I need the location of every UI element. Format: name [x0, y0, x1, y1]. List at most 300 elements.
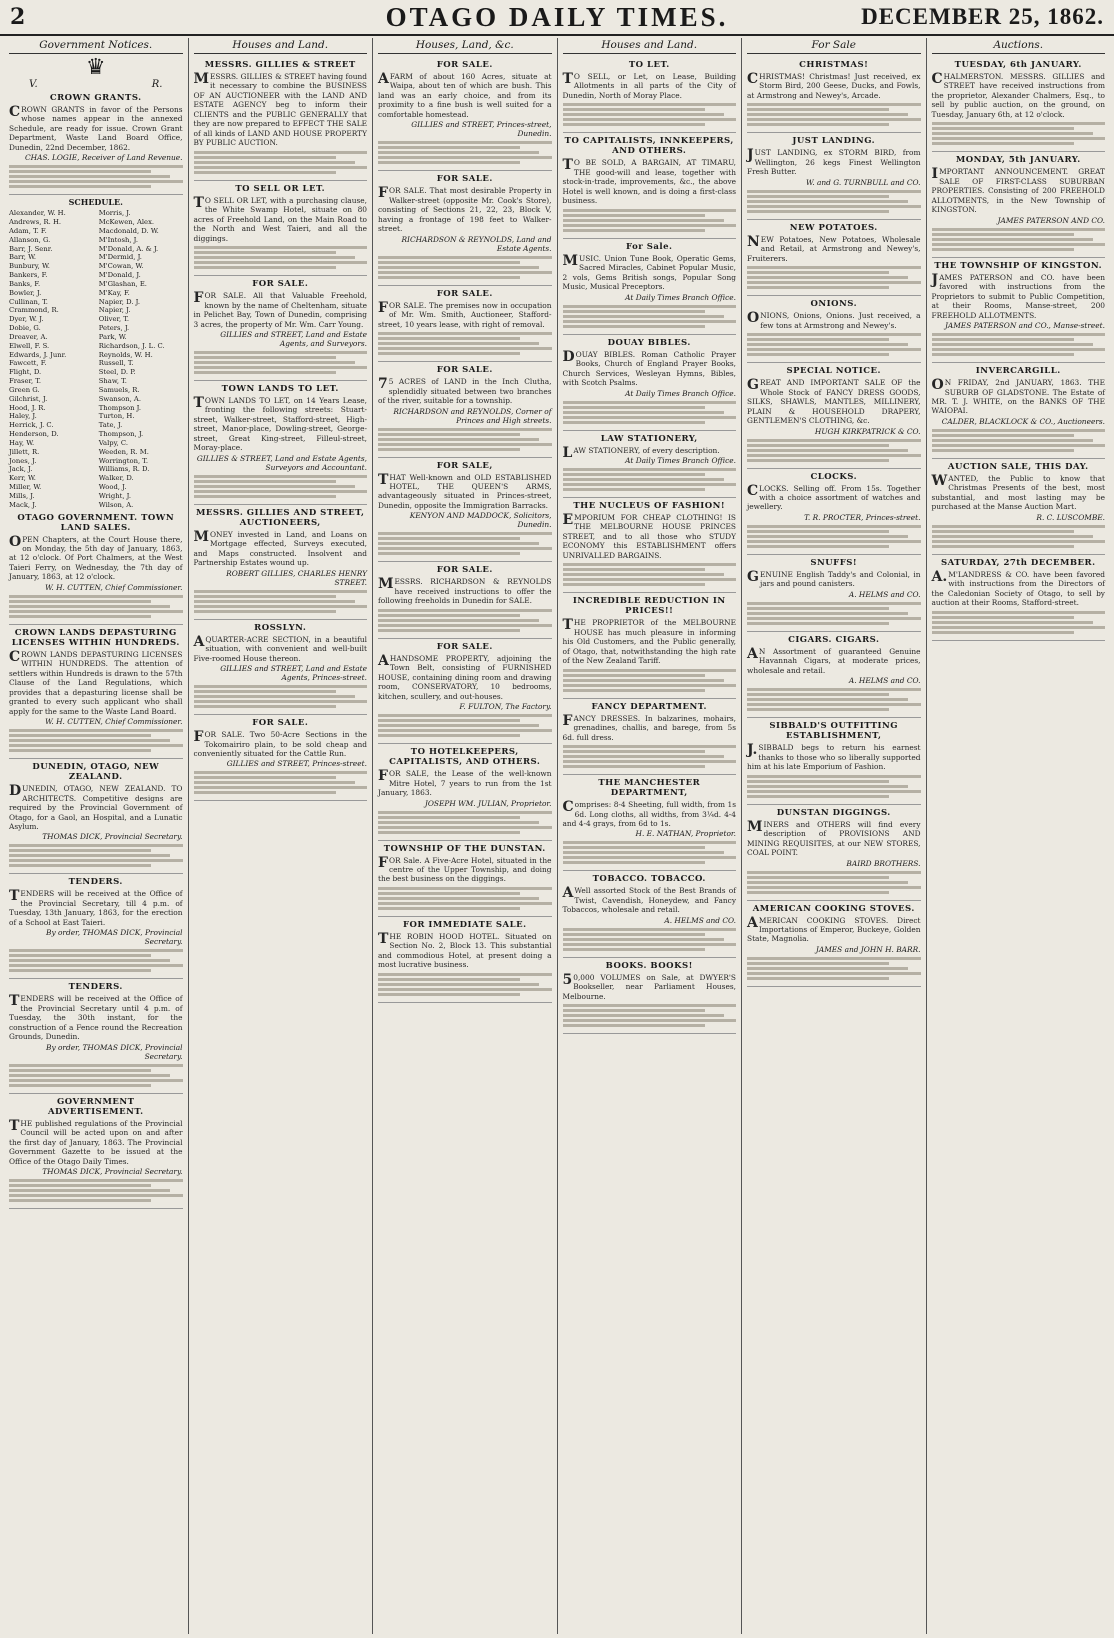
text-line [378, 892, 520, 895]
notice [563, 335, 737, 431]
text-line [563, 1014, 724, 1017]
text-line [747, 348, 921, 351]
notice-title: DUNEDIN, OTAGO, NEW ZEALAND. [32, 762, 160, 783]
text-line [9, 1079, 183, 1082]
notice-body: AHANDSOME PROPERTY, adjoining the Town Belt, consisting of FURNISHED HOUSE, containing dining room and drawing room, CONSERVATORY, 10 bedrooms, kitchen, scullery, and out-houses. [378, 652, 552, 701]
schedule-entry: Steel, D. P. [98, 368, 136, 377]
text-line [9, 844, 183, 847]
text-line [9, 1084, 151, 1087]
notice [932, 152, 1106, 257]
column-header: Houses and Land. [194, 38, 368, 54]
text-line [194, 786, 368, 789]
text-line [747, 607, 889, 610]
notice [747, 133, 921, 219]
text-line [378, 978, 520, 981]
notice-body: DOUAY BIBLES. Roman Catholic Prayer Books, Church of England Prayer Books, Church Services, Wesleyan Hymns, Bibles, with Scotch Psalms. [562, 348, 736, 388]
text-lines [747, 957, 921, 980]
text-line [378, 342, 539, 345]
text-line [747, 525, 921, 528]
schedule-entry: M'Donald, J. [98, 271, 141, 280]
text-lines [563, 928, 737, 951]
schedule-list [9, 209, 183, 509]
notice [932, 363, 1106, 459]
text-line [747, 972, 921, 975]
text-line [378, 887, 552, 890]
columns [4, 38, 1110, 1634]
masthead [0, 0, 1114, 36]
notice [9, 979, 183, 1093]
text-line [563, 684, 737, 687]
royal-crest-icon: ♛ [85, 55, 106, 80]
text-line [932, 535, 1093, 538]
text-line [378, 614, 520, 617]
text-line [378, 988, 552, 991]
text-line [747, 977, 889, 980]
column-5 [742, 38, 927, 1634]
text-line [9, 170, 151, 173]
text-line [747, 962, 889, 965]
text-line [563, 689, 705, 692]
text-line [932, 621, 1093, 624]
text-line [563, 928, 737, 931]
text-line [563, 118, 737, 121]
text-lines [932, 333, 1106, 356]
text-line [194, 366, 368, 369]
text-line [563, 760, 737, 763]
text-lines [747, 871, 921, 894]
text-line [563, 846, 705, 849]
text-line [747, 333, 921, 336]
text-line [747, 200, 908, 203]
text-line [563, 113, 724, 116]
schedule-entry: Turton, H. [98, 412, 135, 421]
notice-signature: THOMAS DICK, Provincial Secretary. [42, 1167, 183, 1177]
text-line [563, 421, 705, 424]
text-line [194, 791, 336, 794]
text-line [932, 353, 1074, 356]
text-line [378, 831, 520, 834]
text-line [563, 224, 737, 227]
notice-body: CROWN LANDS DEPASTURING LICENSES WITHIN HUNDREDS. The attention of settlers within Hundreds is drawn to the 57th Clause of the Land Regulations, which provides that a depasturing license shall be granted to every such applicant who shall apply for the same to the Waste Land Board. [9, 648, 183, 716]
notice-title: AUCTION SALE, THIS DAY. [947, 461, 1089, 472]
notice-title: NEW POTATOES. [789, 222, 878, 233]
text-line [9, 749, 151, 752]
notice-title: TO CAPITALISTS, INNKEEPERS, AND OTHERS. [564, 136, 734, 157]
notice [747, 363, 921, 468]
notice-body: GREAT AND IMPORTANT SALE OF the Whole Stock of FANCY DRESS GOODS, SILKS, SHAWLS, MANTLES, MILLINERY, PLAIN & HOUSEHOLD DRAPERY, GENTLEMEN'S CLOTHING, &c. [747, 377, 921, 426]
schedule-entry: Wood, J. [98, 483, 127, 492]
text-line [563, 861, 705, 864]
text-line [378, 993, 520, 996]
text-line [932, 429, 1106, 432]
text-line [194, 246, 368, 249]
text-line [747, 271, 889, 274]
text-line [9, 1179, 183, 1182]
text-line [378, 261, 520, 264]
text-line [9, 1199, 151, 1202]
schedule-entry: Jillett, R. [9, 447, 40, 456]
text-lines [747, 333, 921, 356]
notice-signature: W. H. CUTTEN, Chief Commissioner. [45, 582, 183, 592]
notice-title: SNUFFS! [810, 557, 858, 568]
text-line [563, 315, 724, 318]
text-line [747, 454, 921, 457]
notice-body: TOWN LANDS TO LET, on 14 Years Lease, fronting the following streets: Stuart-street, Walker-street, Stafford-street, High-street, Manor-place, Dowling-street, George-street, Great King-street, Filleul-street, Moray-place. [193, 394, 367, 453]
text-lines [932, 228, 1106, 251]
schedule-entry: Thompson, J. [98, 430, 144, 439]
schedule-entry: Barr, W. [9, 253, 37, 262]
notice-signature: T. R. PROCTER, Princes-street. [804, 512, 921, 522]
text-line [563, 674, 705, 677]
text-lines [932, 611, 1106, 634]
text-line [9, 1074, 170, 1077]
schedule-entry: Tate, J. [98, 421, 123, 430]
text-line [378, 433, 520, 436]
text-line [563, 1004, 737, 1007]
notice-signature: At Daily Times Branch Office. [625, 388, 736, 398]
schedule-entry: Walker, D. [98, 474, 134, 483]
notice-body: THE ROBIN HOOD HOTEL. Situated on Section No. 2, Block 13. This substantial and commodious Hotel, at present doing a most lucrative business. [378, 930, 552, 970]
notice-title: DOUAY BIBLES. [607, 337, 691, 348]
text-line [932, 137, 1106, 140]
text-line [194, 595, 336, 598]
notice-title: FOR SALE. [436, 641, 493, 652]
notice-body: FOR SALE. That most desirable Property in Walker-street (opposite Mr. Cook's Store), consisting of Sections 21, 22, 23, Block V, having a frontage of 198 feet to Walker-street. [378, 185, 552, 234]
notice-body: MINERS and OTHERS will find every description of PROVISIONS AND MINING REQUISITES, at our NEW STORES, COAL POINT. [747, 818, 921, 858]
text-line [9, 610, 183, 613]
text-lines [932, 122, 1106, 145]
notice-signature: CHAS. LOGIE, Receiver of Land Revenue. [25, 153, 183, 163]
text-line [932, 616, 1074, 619]
notice-signature: BAIRD BROTHERS. [846, 858, 921, 868]
text-line [194, 371, 336, 374]
notice-body: AN Assortment of guaranteed Genuine Havannah Cigars, at moderate prices, wholesale and retail. [747, 645, 921, 675]
notice-title: SIBBALD'S OUTFITTING ESTABLISHMENT, [769, 721, 899, 742]
notice [194, 620, 368, 715]
notice-signature: JAMES and JOHN H. BARR. [815, 944, 921, 954]
schedule-entry: McKewen, Alex. [98, 218, 155, 227]
text-line [378, 271, 552, 274]
text-lines [9, 949, 183, 972]
text-line [378, 609, 552, 612]
schedule-entry: Alexander, W. H. [9, 209, 66, 218]
text-line [378, 352, 520, 355]
text-line [563, 750, 705, 753]
text-lines [378, 256, 552, 279]
notice-title: FOR SALE. [436, 565, 493, 576]
text-line [747, 113, 908, 116]
text-line [194, 695, 355, 698]
text-line [378, 276, 520, 279]
notice-title: MESSRS. GILLIES AND STREET, AUCTIONEERS, [195, 507, 365, 528]
schedule-entry: Barr, J. Senr. [9, 244, 53, 253]
text-lines [378, 714, 552, 737]
text-line [563, 573, 724, 576]
text-line [378, 729, 552, 732]
schedule-entry: Dreaver, A. [9, 332, 48, 341]
text-line [194, 705, 336, 708]
schedule-entry: Dobie, G. [9, 324, 41, 333]
text-line [9, 964, 183, 967]
schedule-entry: Wilson, A. [98, 500, 134, 509]
notice-body: GENUINE English Taddy's and Colonial, in jars and pound canisters. [747, 568, 921, 589]
text-line [194, 261, 368, 264]
text-line [747, 276, 908, 279]
schedule-column [9, 209, 93, 509]
text-line [378, 907, 520, 910]
notice-body: AQUARTER-ACRE SECTION, in a beautiful situation, with convenient and well-built Five-roomed House thereon. [193, 633, 367, 663]
notice [9, 510, 183, 625]
text-line [563, 563, 737, 566]
text-line [194, 171, 336, 174]
text-line [563, 108, 705, 111]
text-line [747, 540, 921, 543]
notice-signature: RICHARDSON and REYNOLDS, Corner of Princes and High streets. [393, 406, 552, 425]
text-line [194, 495, 336, 498]
schedule-entry: Reynolds, W. H. [98, 350, 153, 359]
notice [563, 871, 737, 957]
notice-signature: GILLIES and STREET, Princes-street, Dunedin. [411, 120, 552, 139]
notice [747, 555, 921, 632]
notice [378, 171, 552, 285]
text-line [932, 530, 1074, 533]
text-line [747, 612, 908, 615]
notice-body: THAT Well-known and OLD ESTABLISHED HOTEL, THE QUEEN'S ARMS, advantageously situated in Princes-street, Dunedin, opposite the Immigration Barracks. [378, 471, 552, 510]
schedule-entry: Bowler, J. [9, 288, 42, 297]
notice-title: ROSSLYN. [254, 622, 307, 633]
text-line [194, 690, 336, 693]
text-line [563, 841, 737, 844]
notice-body: OPEN Chapters, at the Court House there, on Monday, the 5th day of January, 1863, at 12 o'clock. Of Port Chalmers, at the West Taieri Ferry, on Wednesday, the 7th day of January, 1863, at 12 o'clock. [9, 533, 183, 582]
notice-title: SPECIAL NOTICE. [786, 366, 881, 377]
schedule-column [99, 209, 183, 509]
text-line [747, 118, 921, 121]
notice-body: THE published regulations of the Provincial Council will be acted upon on and after the first day of January, 1863. The Provincial Government Gazette to be issued at the Office of the Otago Daily Times. [9, 1117, 183, 1166]
notice-body: TO SELL OR LET, with a purchasing clause, the White Swamp Hotel, situate on 80 acres of Freehold Land, on the Main Road to the North and West Taieri, and all the diggings. [193, 194, 367, 243]
notice-signature: ROBERT GILLIES, CHARLES HENRY STREET. [226, 568, 367, 587]
text-line [747, 444, 889, 447]
notice-title: THE TOWNSHIP OF KINGSTON. [934, 260, 1103, 271]
text-line [194, 776, 336, 779]
text-line [747, 957, 921, 960]
notice-title: SATURDAY, 27th DECEMBER. [940, 557, 1096, 568]
text-line [378, 821, 539, 824]
text-line [563, 406, 705, 409]
notice [747, 718, 921, 804]
notice [563, 133, 737, 238]
text-line [563, 416, 737, 419]
text-line [378, 266, 539, 269]
text-line [194, 266, 336, 269]
text-line [194, 166, 368, 169]
text-line [932, 243, 1106, 246]
notice [378, 639, 552, 744]
text-line [194, 156, 336, 159]
notice-title: CLOCKS. [810, 471, 858, 482]
schedule-entry: Bunbury, W. [9, 262, 50, 271]
text-line [747, 881, 908, 884]
schedule-entry: Morris, J. [98, 209, 131, 218]
notice-body: 50,000 VOLUMES on Sale, at DWYER'S Bookseller, near Parliament Houses, Melbourne. [562, 971, 736, 1001]
paper-title: OTAGO DAILY TIMES. [385, 2, 729, 32]
schedule-entry: Oliver, T. [98, 315, 130, 324]
text-line [747, 703, 921, 706]
text-line [194, 161, 355, 164]
text-line [194, 781, 355, 784]
notice-body: EMPORIUM FOR CHEAP CLOTHING! IS THE MELBOURNE HOUSE PRINCES STREET, and to all those who STUDY ECONOMY this ESTABLISHMENT offers UNRIVALLED BARGAINS. [562, 511, 736, 560]
text-line [563, 320, 737, 323]
text-lines [9, 1179, 183, 1202]
text-line [378, 624, 552, 627]
text-line [378, 629, 520, 632]
column-4 [558, 38, 743, 1634]
text-line [378, 156, 552, 159]
text-line [563, 478, 724, 481]
notice-body: WANTED, the Public to know that Christmas Presents of the best, most substantial, and most lasting may be purchased at the Manse Auction Mart. [931, 472, 1105, 512]
text-lines [747, 439, 921, 462]
schedule-entry: Weeden, R. M. [98, 447, 149, 456]
notice [747, 805, 921, 901]
notice-title: THE MANCHESTER DEPARTMENT, [598, 778, 701, 799]
text-line [563, 948, 705, 951]
text-line [378, 337, 520, 340]
text-line [378, 811, 552, 814]
schedule-entry: Cullinan, T. [9, 297, 48, 306]
text-lines [932, 525, 1106, 548]
text-line [378, 443, 552, 446]
text-lines [194, 151, 368, 174]
text-line [378, 552, 520, 555]
text-line [747, 876, 889, 879]
notice-body: TENDERS will be received at the Office of the Provincial Secretary, till 4 p.m. of Tuesday, 13th January, 1863, for the erection of a School at East Taieri. [9, 888, 183, 927]
text-lines [194, 246, 368, 269]
text-line [563, 401, 737, 404]
text-line [194, 361, 355, 364]
text-line [932, 626, 1106, 629]
notice-body: FOR SALE. Two 50-Acre Sections in the Tokomairiro plain, to be sold cheap and conveniently situated for the Cattle Run. [193, 729, 367, 758]
notice-signature: GILLIES and STREET, Land and Estate Agents, Princes-street. [220, 664, 367, 683]
text-line [563, 568, 705, 571]
notice-body: AWell assorted Stock of the Best Brands of Twist, Cavendish, Honeydew, and Fancy Tobaccos, wholesale and retail. [562, 885, 736, 915]
notice-title: FOR SALE. [436, 365, 493, 376]
text-line [932, 233, 1074, 236]
schedule-entry: Fawcett, F. [9, 359, 47, 368]
notice [563, 239, 737, 335]
text-lines [194, 475, 368, 498]
text-line [747, 693, 889, 696]
text-line [9, 949, 183, 952]
text-line [378, 816, 520, 819]
schedule-entry: Flight, D. [9, 368, 42, 377]
text-lines [378, 609, 552, 632]
page-number: 2 [10, 4, 26, 30]
text-lines [747, 775, 921, 798]
column-1 [4, 38, 189, 1634]
text-lines [747, 103, 921, 126]
text-line [9, 615, 151, 618]
notice-title: TOWNSHIP OF THE DUNSTAN. [383, 843, 546, 854]
schedule-entry: Allanson, G. [9, 235, 51, 244]
notice-signature: RICHARDSON & REYNOLDS, Land and Estate Agents. [401, 234, 552, 253]
text-line [747, 688, 921, 691]
text-lines [563, 841, 737, 864]
schedule-entry: Mack, J. [9, 500, 37, 509]
text-line [932, 631, 1074, 634]
notice-body: LAW STATIONERY, of every description. [562, 444, 720, 461]
text-line [932, 228, 1106, 231]
text-line [9, 1189, 170, 1192]
schedule-entry: Mills, J. [9, 491, 35, 500]
text-lines [563, 1004, 737, 1027]
text-lines [378, 532, 552, 555]
text-lines [563, 563, 737, 586]
text-line [378, 973, 552, 976]
notice [747, 296, 921, 363]
notice-title: THE NUCLEUS OF FASHION! [573, 500, 726, 511]
text-lines [9, 844, 183, 867]
text-lines [563, 305, 737, 328]
notice-body: CROWN GRANTS in favor of the Persons whose names appear in the annexed Schedule, are ready for issue. Crown Grant Department, Waste Land Board Office, Dunedin, 22nd December, 1862. [9, 104, 183, 152]
notice-title: MONDAY, 5th JANUARY. [955, 155, 1081, 166]
notice-title: DUNSTAN DIGGINGS. [776, 807, 891, 818]
schedule-entry: Edwards, J. Junr. [9, 350, 67, 359]
text-line [378, 719, 520, 722]
text-line [194, 256, 355, 259]
schedule-entry: Valpy, C. [98, 438, 128, 447]
notice [378, 286, 552, 362]
text-lines [747, 688, 921, 711]
schedule-entry: Peters, J. [98, 324, 130, 333]
crest-left-letter: V. [29, 79, 38, 90]
notice-title: CROWN LANDS DEPASTURING LICENSES WITHIN HUNDREDS. [11, 627, 180, 648]
notice [9, 90, 183, 195]
text-line [747, 790, 921, 793]
text-line [563, 473, 705, 476]
text-lines [194, 590, 368, 613]
text-line [563, 765, 705, 768]
text-line [747, 708, 889, 711]
text-line [932, 439, 1093, 442]
notice-body: FOR SALE. All that Valuable Freehold, known by the name of Cheltenham, situate in Pelichet Bay, Town of Dunedin, comprising 3 acres, the property of Mr. Wm. Carr Young. [193, 290, 367, 329]
text-line [747, 266, 921, 269]
schedule-entry: Williams, R. D. [98, 465, 150, 474]
notice [194, 715, 368, 801]
schedule-entry: M'Dermid, J. [98, 253, 142, 262]
text-line [932, 238, 1093, 241]
notice [378, 57, 552, 171]
notice-signature: By order, THOMAS DICK, Provincial Secretary. [46, 928, 183, 947]
schedule-entry: Bankers, F. [9, 271, 48, 280]
notice [194, 276, 368, 381]
notice-title: MESSRS. GILLIES & STREET [204, 60, 356, 70]
text-line [563, 123, 705, 126]
notice-body: DUNEDIN, OTAGO, NEW ZEALAND. TO ARCHITECTS. Competitive designs are required by the Provincial Government of Otago, for a Gaol, an Hospital, and a Lunatic Asylum. [9, 783, 183, 831]
notice [563, 958, 737, 1034]
notice-body: FANCY DRESSES. In balzarines, mohairs, grenadines, challis, and barege, from 5s 6d. full dress. [562, 712, 736, 742]
notice [378, 458, 552, 563]
text-line [747, 535, 908, 538]
notice-title: LAW STATIONERY, [600, 433, 698, 444]
notice-body: FOR SALE. The premises now in occupation of Mr. Wm. Smith, Auctioneer, Stafford-street, 10 years lease, with right of removal. [378, 299, 552, 329]
schedule-entry: M'Glashan, E. [98, 279, 147, 288]
text-line [9, 739, 170, 742]
text-line [932, 444, 1106, 447]
notice-signature: H. E. NATHAN, Proprietor. [635, 829, 736, 839]
notice [932, 57, 1106, 152]
text-line [9, 734, 151, 737]
text-line [747, 195, 889, 198]
text-line [747, 775, 921, 778]
